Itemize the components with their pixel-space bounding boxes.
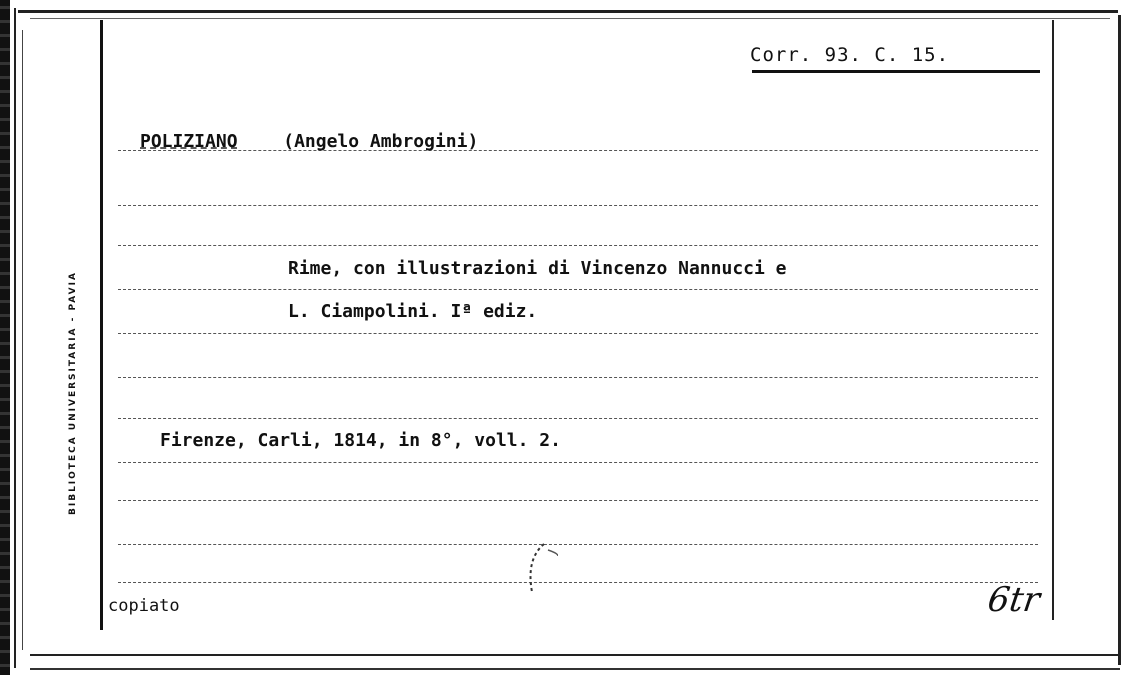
ruled-line [118,462,1038,463]
card-left-edge [0,0,10,675]
card-top-edge [18,10,1118,13]
author-full-name: (Angelo Ambrogini) [283,131,479,152]
ruled-line [118,500,1038,501]
call-number: Corr. 93. C. 15. [750,44,950,66]
author-surname: POLIZIANO [140,131,238,152]
ruled-line [118,582,1038,583]
ruled-line [118,205,1038,206]
handwritten-mark: 6tr [985,580,1043,620]
card-top-rule [30,18,1110,19]
right-margin-line [1052,20,1054,620]
card-right-edge [1118,15,1121,665]
ruled-line [118,377,1038,378]
ruled-line [118,544,1038,545]
card-left-rule [14,8,16,668]
call-number-underline [752,70,1040,73]
title-line-1: Rime, con illustrazioni di Vincenzo Nannucci e [288,258,787,279]
ruled-line [118,418,1038,419]
margin-line [100,20,103,630]
ruled-line [118,333,1038,334]
library-stamp: BIBLIOTECA UNIVERSITARIA - PAVIA [68,271,78,515]
card-bottom-rule [30,654,1120,656]
author-heading [140,131,478,152]
copied-note: copiato [108,596,180,616]
title-line-2: L. Ciampolini. Iª ediz. [288,301,538,322]
card-left-rule-inner [22,30,23,650]
pencil-mark [518,540,558,600]
imprint: Firenze, Carli, 1814, in 8°, voll. 2. [160,430,561,451]
ruled-line [118,245,1038,246]
card-bottom-edge [30,668,1120,670]
ruled-line [118,289,1038,290]
